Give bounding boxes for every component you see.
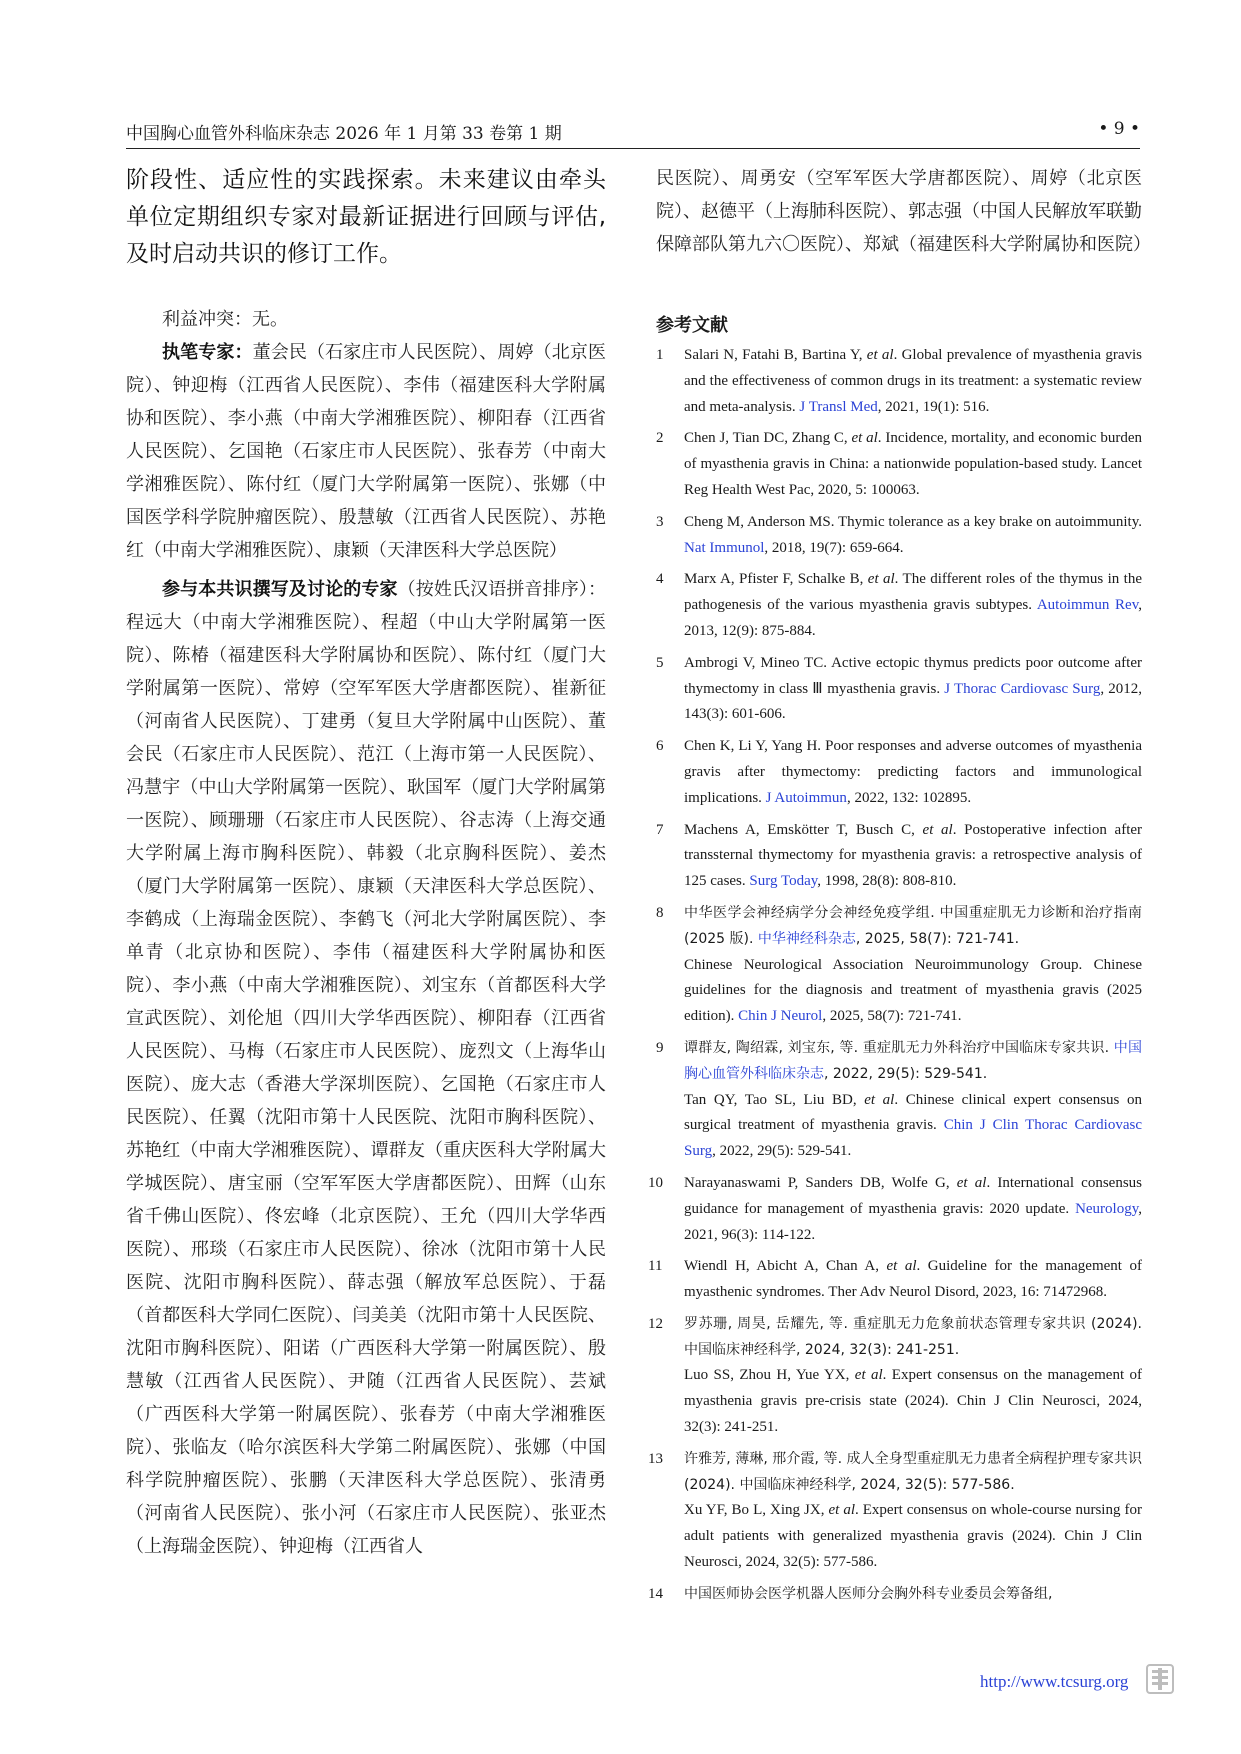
reference-authors: Chinese Neurological Association Neuroimmunology Group. Chinese guidelines for the diagnosis and treatment of myasthenia gravis (2025 edition). bbox=[684, 956, 1142, 1025]
reference-item bbox=[648, 1312, 1142, 1441]
reference-authors: Marx A, Pfister F, Schalke B, bbox=[684, 571, 868, 588]
reference-chinese-text: 许雅芳, 薄琳, 邢介霞, 等. 成人全身型重症肌无力患者全病程护理专家共识 (2024). 中国临床神经科学, 2024, 32(5): 577-586. bbox=[684, 1450, 1142, 1493]
reference-volume: , 1998, 28(8): 808-810. bbox=[817, 873, 957, 890]
reference-citation bbox=[684, 567, 1142, 644]
reference-number: 14 bbox=[648, 1585, 663, 1602]
reference-et-al: et al bbox=[867, 571, 895, 588]
reference-item bbox=[656, 343, 1142, 420]
reference-journal-link[interactable]: J Autoimmun bbox=[765, 789, 847, 806]
reference-citation bbox=[684, 1088, 1142, 1165]
reference-item bbox=[648, 1254, 1142, 1306]
reference-authors: Narayanaswami P, Sanders DB, Wolfe G, bbox=[684, 1174, 957, 1191]
reference-journal-link[interactable]: Surg Today bbox=[749, 873, 818, 890]
reference-number: 11 bbox=[648, 1258, 663, 1275]
writing-experts-label: 执笔专家： bbox=[162, 342, 253, 363]
reference-number: 1 bbox=[656, 347, 664, 363]
reference-number: 13 bbox=[648, 1450, 663, 1467]
participating-experts-continued: 民医院）、周勇安（空军军医大学唐都医院）、周婷（北京医院）、赵德平（上海肺科医院）、郭志强（中国人民解放军联勤保障部队第九六〇医院）、郑斌（福建医科大学附属协和医院） bbox=[656, 168, 1151, 255]
reference-chinese-citation bbox=[684, 1447, 1142, 1499]
reference-list bbox=[648, 343, 1143, 1614]
reference-citation bbox=[684, 818, 1142, 895]
reference-et-al: et al bbox=[866, 347, 894, 363]
reference-item bbox=[656, 1036, 1142, 1165]
reference-title: . Global prevalence of myasthenia gravis and the effectiveness of common drugs in its treatment: a systematic review and meta-analysis. bbox=[684, 347, 1142, 415]
reference-et-al: et al bbox=[854, 1367, 883, 1384]
reference-volume: , 2022, 132: 102895. bbox=[846, 789, 972, 806]
reference-citation bbox=[684, 651, 1142, 728]
reference-number: 2 bbox=[656, 430, 664, 447]
reference-title: . International consensus guidance for management of myasthenia gravis: 2020 update. bbox=[684, 1174, 1142, 1217]
reference-number: 12 bbox=[648, 1315, 663, 1332]
reference-journal-link[interactable]: Neurology bbox=[1075, 1200, 1139, 1217]
reference-title: . Postoperative infection after transsternal thymectomy for myasthenia gravis: a retrospective analysis of 125 cases. bbox=[684, 821, 1143, 890]
reference-chinese-text: 中华医学会神经病学分会神经免疫学组. 中国重症肌无力诊断和治疗指南 (2025 版). bbox=[684, 904, 1142, 947]
reference-citation bbox=[684, 734, 1142, 811]
reference-chinese-citation bbox=[684, 1312, 1142, 1364]
reference-volume: , 2018, 19(7): 659-664. bbox=[764, 539, 904, 556]
reference-journal-link[interactable]: J Transl Med bbox=[799, 398, 878, 415]
reference-item bbox=[648, 1447, 1142, 1576]
reference-authors: Chen K, Li Y, Yang H. Poor responses and adverse outcomes of myasthenia gravis after thymectomy: predicting factors and immunological implications. bbox=[684, 738, 1142, 806]
reference-chinese-text: 罗苏珊, 周昊, 岳耀先, 等. 重症肌无力危象前状态管理专家共识 (2024). 中国临床神经科学, 2024, 32(3): 241-251. bbox=[684, 1315, 1142, 1358]
reference-citation bbox=[684, 1254, 1142, 1306]
reference-volume: , 2022, 29(5): 529-541. bbox=[712, 1143, 852, 1160]
reference-title: . Expert consensus on the management of myasthenia gravis pre-crisis state (2024). Chin J Clin Neurosci, 2024, 32(3): 241-251. bbox=[684, 1367, 1142, 1436]
reference-item bbox=[656, 818, 1142, 895]
reference-number: 9 bbox=[656, 1039, 664, 1056]
reference-item bbox=[656, 510, 1142, 562]
reference-citation bbox=[684, 510, 1142, 562]
reference-authors: Tan QY, Tao SL, Liu BD, bbox=[684, 1091, 865, 1108]
reference-number: 6 bbox=[656, 738, 664, 755]
reference-citation bbox=[684, 1171, 1142, 1248]
reference-authors: Ambrogi V, Mineo TC. Active ectopic thymus predicts poor outcome after thymectomy in class Ⅲ myasthenia gravis. bbox=[684, 654, 1142, 697]
page-number: • 9 • bbox=[1098, 119, 1140, 139]
reference-number: 8 bbox=[656, 904, 664, 921]
reference-number: 3 bbox=[656, 513, 664, 530]
reference-et-al: et al bbox=[922, 821, 953, 838]
reference-volume: , 2021, 19(1): 516. bbox=[877, 398, 990, 415]
reference-chinese-citation bbox=[684, 1582, 1142, 1608]
reference-item bbox=[648, 1171, 1142, 1248]
reference-chinese-journal-link[interactable]: 中国胸心血管外科临床杂志 bbox=[684, 1039, 1142, 1082]
reference-authors: Xu YF, Bo L, Xing JX, bbox=[684, 1502, 829, 1519]
reference-volume: , 2013, 12(9): 875-884. bbox=[684, 597, 1142, 639]
writing-experts bbox=[126, 336, 606, 567]
reference-journal-link[interactable]: Autoimmun Rev bbox=[1036, 597, 1139, 614]
reference-number: 10 bbox=[648, 1174, 663, 1191]
reference-number: 7 bbox=[656, 821, 664, 838]
reference-authors: Chen J, Tian DC, Zhang C, bbox=[684, 430, 852, 447]
reference-item bbox=[656, 651, 1142, 728]
reference-title: . The different roles of the thymus in the pathogenesis of the various myasthenia gravis subtypes. bbox=[684, 571, 1142, 614]
journal-logo-icon bbox=[1146, 1664, 1174, 1694]
reference-item bbox=[656, 567, 1142, 644]
reference-citation bbox=[684, 953, 1142, 1030]
conflict-of-interest: 利益冲突：无。 bbox=[162, 309, 288, 330]
reference-citation bbox=[684, 343, 1142, 420]
running-header bbox=[126, 117, 1140, 149]
journal-issue: 中国胸心血管外科临床杂志 2026 年 1 月第 33 卷第 1 期 bbox=[126, 124, 562, 144]
references-heading: 参考文献 bbox=[656, 315, 728, 336]
reference-volume: , 2012, 143(3): 601-606. bbox=[684, 680, 1143, 723]
reference-journal-link[interactable]: Chin J Neurol bbox=[738, 1008, 823, 1025]
reference-authors: Wiendl H, Abicht A, Chan A, bbox=[684, 1258, 887, 1275]
reference-chinese-text: 中国医师协会医学机器人医师分会胸外科专业委员会筹备组, bbox=[684, 1585, 1053, 1602]
reference-citation bbox=[684, 426, 1142, 503]
reference-et-al: et al bbox=[886, 1258, 917, 1275]
reference-authors: Machens A, Emskötter T, Busch C, bbox=[684, 821, 923, 838]
reference-chinese-journal-link[interactable]: 中华神经科杂志 bbox=[757, 930, 856, 947]
reference-chinese-volume: , 2025, 58(7): 721-741. bbox=[855, 930, 1020, 947]
reference-et-al: et al bbox=[828, 1502, 855, 1519]
journal-website-link[interactable]: http://www.tcsurg.org bbox=[980, 1672, 1129, 1691]
reference-citation bbox=[684, 1363, 1142, 1440]
reference-volume: , 2021, 96(3): 114-122. bbox=[684, 1200, 1142, 1243]
reference-item bbox=[656, 901, 1142, 1030]
reference-et-al: et al bbox=[851, 430, 878, 447]
reference-et-al: et al bbox=[864, 1091, 895, 1108]
reference-journal-link[interactable]: Nat Immunol bbox=[684, 539, 765, 556]
writing-experts-list: 董会民（石家庄市人民医院）、周婷（北京医院）、钟迎梅（江西省人民医院）、李伟（福建医科大学附属协和医院）、李小燕（中南大学湘雅医院）、柳阳春（江西省人民医院）、乞国艳（石家庄市人民医院）、张春芳（中南大学湘雅医院）、陈付红（厦门大学附属第一医院）、张娜（中国医学科学院肿瘤医院）、殷慧敏（江西省人民医院）、苏艳红（中南大学湘雅医院）、康颖（天津医科大学总医院） bbox=[126, 342, 606, 561]
reference-citation bbox=[684, 1498, 1142, 1575]
reference-journal-link[interactable]: J Thorac Cardiovasc Surg bbox=[944, 680, 1101, 697]
participating-experts bbox=[126, 573, 606, 1563]
reference-item bbox=[648, 1582, 1142, 1608]
reference-authors: Luo SS, Zhou H, Yue YX, bbox=[684, 1367, 855, 1384]
reference-item bbox=[656, 426, 1142, 503]
reference-number: 4 bbox=[656, 571, 664, 588]
reference-spacer bbox=[656, 1608, 1142, 1614]
participating-experts-label: 参与本共识撰写及讨论的专家 bbox=[162, 579, 398, 600]
reference-item bbox=[656, 734, 1142, 811]
participating-experts-list: （按姓氏汉语拼音排序）：程远大（中南大学湘雅医院）、程超（中山大学附属第一医院）、陈椿（福建医科大学附属协和医院）、陈付红（厦门大学附属第一医院）、常婷（空军军医大学唐都医院）、崔新征（河南省人民医院）、丁建勇（复旦大学附属中山医院）、董会民（石家庄市人民医院）、范江（上海市第一人民医院）、冯慧宇（中山大学附属第一医院）、耿国军（厦门大学附属第一医院）、顾珊珊（石家庄市人民医院）、谷志涛（上海交通大学附属上海市胸科医院）、韩毅（北京胸科医院）、姜杰（厦门大学附属第一医院）、康颖（天津医科大学总医院）、李鹤成（上海瑞金医院）、李鹤飞（河北大学附属医院）、李单青（北京协和医院）、李伟（福建医科大学附属协和医院）、李小燕（中南大学湘雅医院）、刘宝东（首都医科大学宣武医院）、刘伦旭（四川大学华西医院）、柳阳春（江西省人民医院）、马梅（石家庄市人民医院）、庞烈文（上海华山医院）、庞大志（香港大学深圳医院）、乞国艳（石家庄市人民医院）、任翼（沈阳市第十人民医院、沈阳市胸科医院）、苏艳红（中南大学湘雅医院）、谭群友（重庆医科大学附属大学城医院）、唐宝丽（空军军医大学唐都医院）、田辉（山东省千佛山医院）、佟宏峰（北京医院）、王允（四川大学华西医院）、邢琰（石家庄市人民医院）、徐冰（沈阳市第十人民医院、沈阳市胸科医院）、薛志强（解放军总医院）、于磊（首都医科大学同仁医院）、闫美美（沈阳市第十人民医院、沈阳市胸科医院）、阳诺（广西医科大学第一附属医院）、殷慧敏（江西省人民医院）、尹随（江西省人民医院）、芸斌（广西医科大学第一附属医院）、张春芳（中南大学湘雅医院）、张临友（哈尔滨医科大学第二附属医院）、张娜（中国科学院肿瘤医院）、张鹏（天津医科大学总医院）、张清勇（河南省人民医院）、张小河（石家庄市人民医院）、张亚杰（上海瑞金医院）、钟迎梅（江西省人 bbox=[126, 579, 606, 1557]
reference-title: . Guideline for the management of myasthenic syndromes. Ther Adv Neurol Disord, 2023, 16: 71472968. bbox=[684, 1258, 1142, 1301]
reference-journal-link[interactable]: Chin J Clin Thorac Cardiovasc Surg bbox=[684, 1117, 1142, 1160]
reference-title: . Expert consensus on whole-course nursing for adult patients with generalized myasthenia gravis (2024). Chin J Clin Neurosci, 2024, 32(5): 577-586. bbox=[684, 1502, 1142, 1571]
reference-authors: Salari N, Fatahi B, Bartina Y, bbox=[684, 347, 867, 363]
reference-title: . Incidence, mortality, and economic burden of myasthenia gravis in China: a nationwide population-based study. Lancet Reg Health West Pac, 2020, 5: 100063. bbox=[684, 430, 1143, 498]
right-column bbox=[648, 162, 1151, 1614]
reference-chinese-citation bbox=[684, 901, 1142, 953]
left-column bbox=[126, 162, 606, 1563]
closing-paragraph: 阶段性、适应性的实践探索。未来建议由牵头单位定期组织专家对最新证据进行回顾与评估, 及时启动共识的修订工作。 bbox=[126, 167, 606, 267]
reference-authors: Cheng M, Anderson MS. Thymic tolerance as a key brake on autoimmunity. bbox=[684, 513, 1142, 530]
reference-chinese-citation bbox=[684, 1036, 1142, 1088]
reference-number: 5 bbox=[656, 654, 664, 671]
reference-title: . Chinese clinical expert consensus on surgical treatment of myasthenia gravis. bbox=[684, 1091, 1142, 1134]
reference-chinese-volume: , 2022, 29(5): 529-541. bbox=[824, 1065, 988, 1082]
reference-et-al: et al bbox=[956, 1174, 987, 1191]
reference-volume: , 2025, 58(7): 721-741. bbox=[822, 1008, 962, 1025]
reference-chinese-text: 谭群友, 陶绍霖, 刘宝东, 等. 重症肌无力外科治疗中国临床专家共识. bbox=[684, 1039, 1114, 1056]
